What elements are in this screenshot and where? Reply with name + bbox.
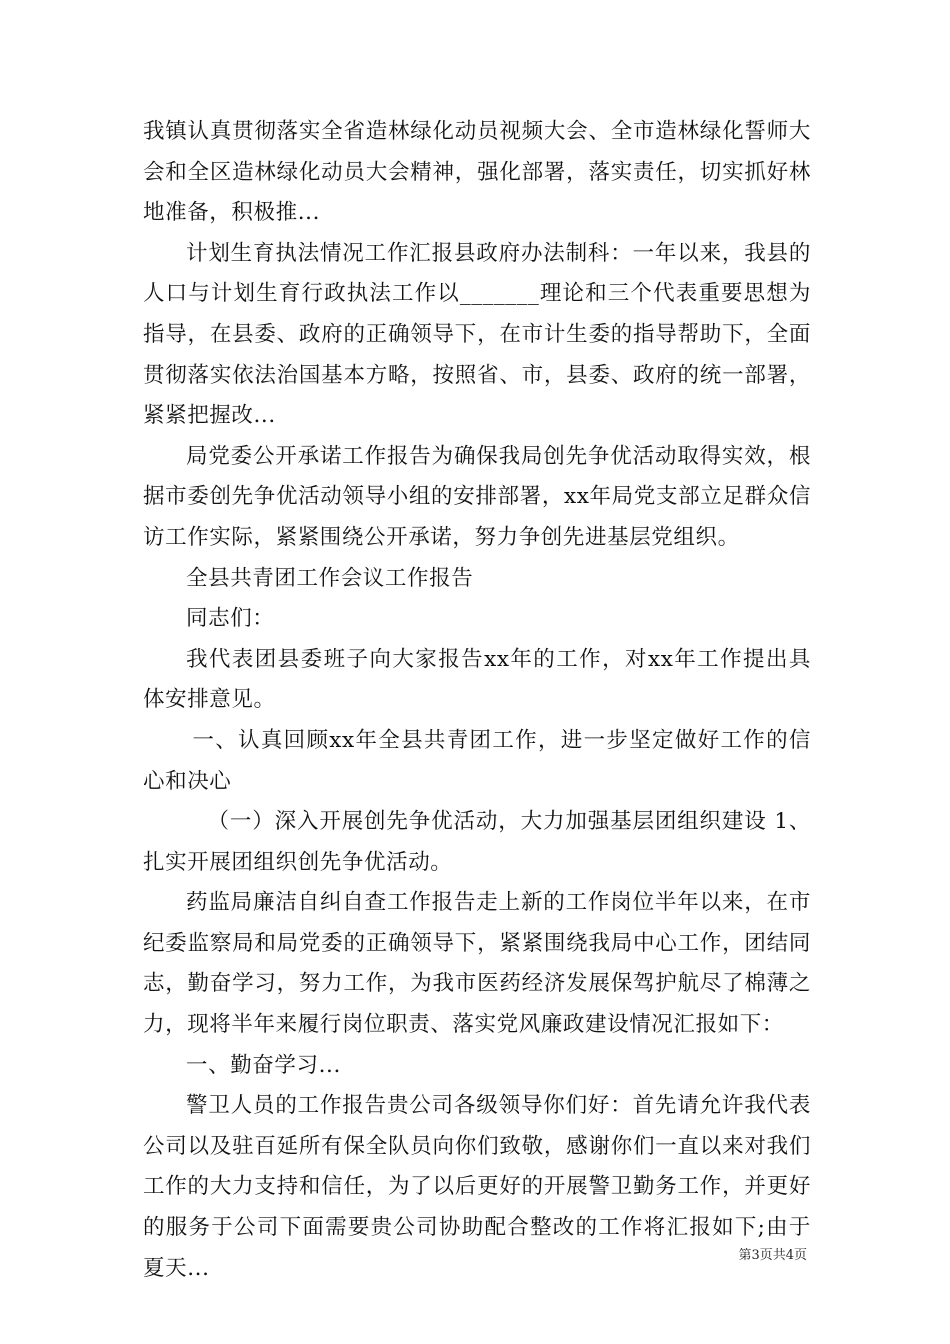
heading-level-1: 一、勤奋学习... [186,1052,341,1078]
paragraph: 我代表团县委班子向大家报告xx年的工作，对xx年工作提出具体安排意见。 [143,646,811,713]
page-number-footer: 第3页共4页 [738,1248,807,1263]
heading-level-2: （一）深入开展创先争优活动，大力加强基层团组织建设 1、扎实开展团组织创先争优活动。 [143,809,811,875]
paragraph: 计划生育执法情况工作汇报县政府办法制科：一年以来，我县的人口与计划生育行政执法工作以_______理论和三个代表重要思想为指导，在县委、政府的正确领导下，在市计生委的指导帮助下，全面贯彻落实依法治国基本方略，按照省、市，县委、政府的统一部署，紧紧把握改... [143,240,811,429]
section-title: 全县共青团工作会议工作报告 [186,565,474,591]
paragraph: 局党委公开承诺工作报告为确保我局创先争优活动取得实效，根据市委创先争优活动领导小组的安排部署，xx年局党支部立足群众信访工作实际，紧紧围绕公开承诺，努力争创先进基层党组织。 [143,443,811,550]
paragraph: 药监局廉洁自纠自查工作报告走上新的工作岗位半年以来，在市纪委监察局和局党委的正确领导下，紧紧围绕我局中心工作，团结同志，勤奋学习，努力工作，为我市医药经济发展保驾护航尽了棉薄之力，现将半年来履行岗位职责、落实党风廉政建设情况汇报如下： [143,890,811,1038]
paragraph: 警卫人员的工作报告贵公司各级领导你们好：首先请允许我代表公司以及驻百延所有保全队员向你们致敬，感谢你们一直以来对我们工作的大力支持和信任，为了以后更好的开展警卫勤务工作，并更好的服务于公司下面需要贵公司协助配合整改的工作将汇报如下;由于夏天... [143,1093,811,1281]
salutation: 同志们： [186,606,275,632]
paragraph: 我镇认真贯彻落实全省造林绿化动员视频大会、全市造林绿化誓师大会和全区造林绿化动员大会精神，强化部署，落实责任，切实抓好林地准备，积极推... [143,119,811,226]
document-body [143,112,811,1289]
heading-level-1: 一、认真回顾xx年全县共青团工作，进一步坚定做好工作的信心和决心 [143,727,811,794]
